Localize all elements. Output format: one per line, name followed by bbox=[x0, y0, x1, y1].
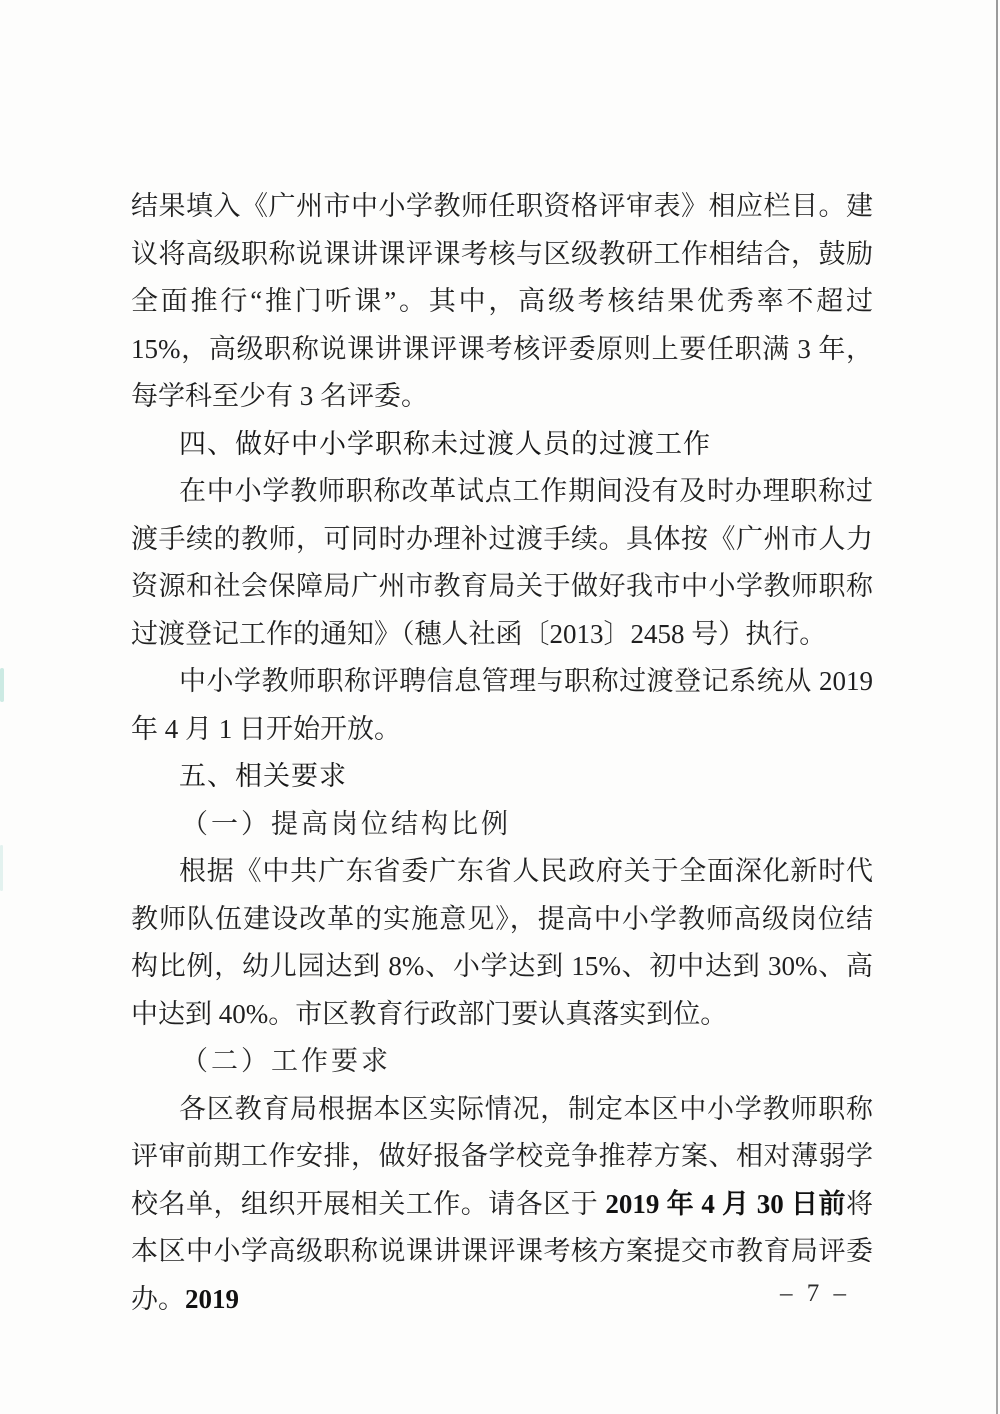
section-4-heading: 四、做好中小学职称未过渡人员的过渡工作 bbox=[179, 428, 711, 459]
year-bold-text: 2019 bbox=[185, 1283, 239, 1314]
section-4-paragraph-system-open-date: 中小学教师职称评聘信息管理与职称过渡登记系统从 2019 年 4 月 1 日开始开放。 bbox=[131, 666, 873, 744]
deadline-bold-text: 2019 年 4 月 30 日前 bbox=[605, 1188, 847, 1219]
section-4-paragraph-transition-procedure: 在中小学教师职称改革试点工作期间没有及时办理职称过渡手续的教师，可同时办理补过渡手续。具体按《广州市人力资源和社会保障局广州市教育局关于做好我市中小学教师职称过渡登记工作的通知》（穗人社函〔2013〕2458 号）执行。 bbox=[131, 476, 873, 649]
subsection-1-heading: （一）提高岗位结构比例 bbox=[181, 808, 511, 839]
page-number: – 7 – bbox=[780, 1280, 850, 1307]
section-5-heading: 五、相关要求 bbox=[179, 761, 347, 791]
text-segment: 各区教育局根据本区实际情况，制定本区中小学教师职称评审前期工作安排，做好报备学校竞争推荐方案、相对薄弱学校名单，组织开展相关工作。请各区于 bbox=[131, 1093, 873, 1219]
scan-artifact-left-mark bbox=[0, 845, 3, 891]
paragraph-continuation: 结果填入《广州市中小学教师任职资格评审表》相应栏目。建议将高级职称说课讲课评课考核与区级教研工作相结合，鼓励全面推行“推门听课”。其中，高级考核结果优秀率不超过 15%，高级职称说课讲课评课考核评委原则上要任职满 3 年，每学科至少有 3 名评委。 bbox=[131, 191, 873, 411]
subsection-2-heading: （二）工作要求 bbox=[181, 1046, 391, 1076]
document-body bbox=[131, 183, 873, 1323]
scan-artifact-left-mark bbox=[0, 668, 4, 702]
subsection-2-paragraph-work-requirements bbox=[131, 1086, 873, 1324]
subsection-1-paragraph-post-structure-ratio: 根据《中共广东省委广东省人民政府关于全面深化新时代教师队伍建设改革的实施意见》，提高中小学教师高级岗位结构比例，幼儿园达到 8%、小学达到 15%、初中达到 30%、高中达到 40%。市区教育行政部门要认真落实到位。 bbox=[131, 856, 873, 1029]
scan-edge-artifact-right bbox=[996, 0, 998, 1414]
text-segment: 将本区中小学高级职称说课讲课评课考核方案提交市教育局评委办。 bbox=[131, 1188, 874, 1314]
